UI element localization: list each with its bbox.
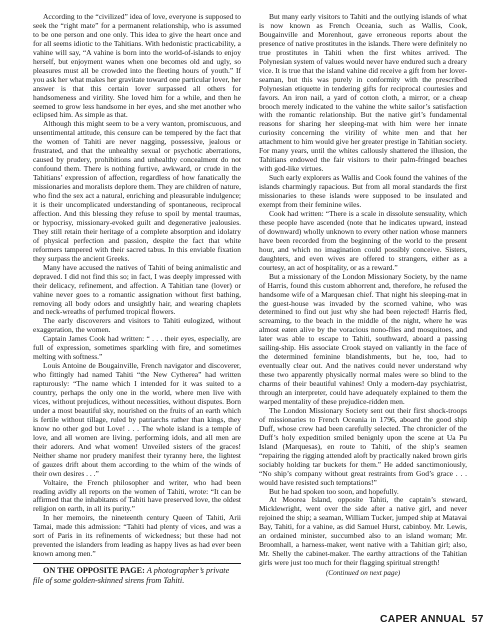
body-paragraph: At Moorea Island, opposite Tahiti, the captain’s steward, Micklewright, went over the side after a native girl, and never rejoined the ship; a seaman, William Tucker, jumped ship at Matavai Bay, Tahiti, for a vahine, as did Samuel Hurst, cabinboy. Mr. Lewis, an ordained minister, succumbed also to an island woman; Mr. Broomhall, a harness-maker, went native with a Tahitian girl; also, Mr. Shelly the cabinet-maker. The earthy attractions of the Tahitian girls were just too much for their flagging spiritual strength! bbox=[259, 495, 467, 568]
body-paragraph: In her memoirs, the nineteenth century Queen of Tahiti, Arii Tamai, made this admission: “Tahiti had plenty of vices, and was a sort of Paris in its refinements of wickedness; but these had not prevented the islanders from leading as happy lives as had ever been known among men.” bbox=[33, 513, 241, 559]
body-paragraph: Cook had written: “There is a scale in dissolute sensuality, which these people have ascended (note that he indicates upward, instead of downward) wholly unknown to every other nation whose manners have been recorded from the beginning of the world to the present hour, and which no imagination could possibly conceive. Sisters, daughters, and even wives are offered to strangers, either as a courtesy, an act of hospitality, or as a reward.” bbox=[259, 208, 467, 272]
body-paragraph: The early discoverers and visitors to Tahiti eulogized, without exaggeration, the women. bbox=[33, 316, 241, 335]
body-paragraph: But he had spoken too soon, and hopefully. bbox=[269, 486, 399, 496]
caption-divider bbox=[33, 563, 241, 564]
photo-caption bbox=[33, 566, 241, 585]
caption-lead: ON THE OPPOSITE PAGE: bbox=[43, 566, 145, 576]
body-paragraph: Such early explorers as Wallis and Cook found the vahines of the islands charmingly rapacious. But from all moral standards the first missionaries to these islands were supposed to be insulated and exempt from their feminine wiles. bbox=[259, 173, 467, 210]
page-footer bbox=[380, 614, 484, 625]
right-column bbox=[259, 13, 467, 578]
body-paragraph: Captain James Cook had written: “ . . . their eyes, especially, are full of expression, sometimes sparkling with fire, and sometimes melting with softness.” bbox=[33, 334, 241, 362]
body-paragraph: According to the “civilized” idea of love, everyone is supposed to seek the “right mate” for a permanent relationship, who is assumed to be one person and one only. This idea to give the heart once and for all seems idiotic to the Tahitians. With hedonistic practicability, a vahine will say, “A vahine is born into the world-of-islands to enjoy herself, but enjoyment wanes when one becomes old and ugly, so pleasures must all be crowded into the fleeting hours of youth.” If you ask her what makes her gravitate toward one particular lover, her answer is that this certain lover surpassed all others for handsomeness and virility. She loved him for a while, and then he seemed to grow less handsome in her eyes, and she met another who eclipsed him. As simple as that. bbox=[33, 12, 241, 120]
continued-note: (Continued on next page) bbox=[325, 568, 401, 578]
body-paragraph: Many have accused the natives of Tahiti of being animalistic and depraved. I did not find this so; in fact, I was deeply impressed with their delicacy, refinement, and affection. A Tahitian tane (lover) or vahine never goes to a romantic assignation without first bathing, removing all body odors and unsightly hair, and wearing chaplets and neck-wreaths of perfumed tropical flowers. bbox=[33, 262, 241, 317]
body-paragraph: Louis Antoine de Bougainville, French navigator and discoverer, who fittingly had named Tahiti “the New Cytherea” had written rapturously: “The name which I intended for it was suited to a country, perhaps the only one in the world, where men live with vices, without prejudices, without necessities, without disputes. Born under a most beautiful sky, nourished on the fruits of an earth which is fertile without tillage, ruled by patriarchs rather than kings, they know no other god but Love! . . . The whole island is a temple of love, and all women are living, performing idols, and all men are their adorers. And what women! Unveiled sisters of the graces! Neither shame nor prudery manifest their tyranny here, the lightest of gauzes drift about them according to the whim of the winds of their own desires . . .” bbox=[33, 361, 241, 478]
body-paragraph: But a missionary of the London Missionary Society, by the name of Harris, found this custom abhorrent and, therefore, he refused the handsome wife of a Marquesan chief. That night his sleeping-mat in the guest-house was invaded by the scorned vahine, who was determined to find out just why she had been rejected! Harris fled, screaming, to the beach in the middle of the night, where he was almost eaten alive by the voracious nono-flies and mosquitoes, and later was able to escape to Tahiti, southward, aboard a passing sailing-ship. His associate Crook stayed on valiantly in the face of the determined feminine blandishments, but he, too, had to eventually clear out. And the natives could never understand why these two apparently physically normal males were so blind to the charms of their beautiful vahines! Only a modern-day psychiatrist, through an interpreter, could have adequately explained to them the warped mentality of these prejudice-ridden men. bbox=[259, 271, 467, 406]
body-paragraph: But many early visitors to Tahiti and the outlying islands of what is now known as French Oceania, such as Wallis, Cook, Bougainville and Morenhout, gave erroneous reports about the presence of native prostitutes in the islands. There were definitely no true prostitutes in Tahiti when the first whites arrived. The Polynesian system of values would never have endured such a dreary vice. It is true that the island vahine did receive a gift from her lover-seaman, but this was purely in conformity with the prescribed Polynesian etiquette in tendering gifts for reciprocal courtesies and favors. An iron nail, a yard of cotton cloth, a mirror, or a cheap brooch merely indicated to the vahine the white sailor’s satisfaction with the romantic relationship. But the native girl’s fundamental reasons for sharing her sleeping-mat with him were her innate curiosity concerning the virility of white men and that her attachment to him would give her greater prestige in Tahitian society. For many years, until the whites callously shattered the illusion, the Tahitians endowed the fair visitors to their palm-fringed beaches with god-like virtues. bbox=[259, 12, 467, 174]
body-paragraph: Although this might seem to be a very wanton, promiscuous, and unsentimental attitude, this censure can be tempered by the fact that the women of Tahiti are never nagging, possessive, jealous or frustrated, and that the unhealthy sexual or psychotic aberrations, caused by prudery, prohibitions and unhealthy concealment do not confound them. There is nothing furtive, awkward, or crude in the Tahitians’ expression of affection, regardless of how fanatically the missionaries and moralists deplore them. They are children of nature, who find the sex act a natural, enriching and pleasurable indulgence; it is their uncomplicated understanding of spontaneous, reciprocal affection. And this blessing they refuse to spoil by mental traumas, or hypocrisy, missionary-evoked guilt and degenerative jealousies. They still retain their heritage of a complete absorption and idolatry of physical perfection and passion, despite the fact that white reformers tampered with their sacred tabus. In this enviable fixation they surpass the ancient Greeks. bbox=[33, 119, 241, 263]
body-paragraph: Voltaire, the French philosopher and writer, who had been reading avidly all reports on the women of Tahiti, wrote: “It can be affirmed that the inhabitants of Tahiti have preserved love, the oldest religion on earth, in all its purity.” bbox=[33, 477, 241, 514]
page-number: 57 bbox=[471, 614, 484, 625]
left-column bbox=[33, 13, 241, 585]
magazine-title: CAPER ANNUAL bbox=[380, 614, 466, 625]
body-paragraph: The London Missionary Society sent out their first shock-troops of missionaries to French Oceania in 1796, aboard the good ship Duff, whose crew had been carefully selected. The chronicler of the Duff’s holy expedition smiled benignly upon the scene at Ua Pu Island (Marquesas), en route to Tahiti, of the ship’s seamen “repairing the rigging attended aloft by practically naked brown girls sociably holding tar buckets for them.” He added sanctimoniously, “No ship’s company without great restraints from God’s grace . . . would have resisted such temptations!” bbox=[259, 405, 467, 487]
caption-text: A photographer’s private file of some golden-skinned sirens from Tahiti. bbox=[33, 566, 230, 585]
